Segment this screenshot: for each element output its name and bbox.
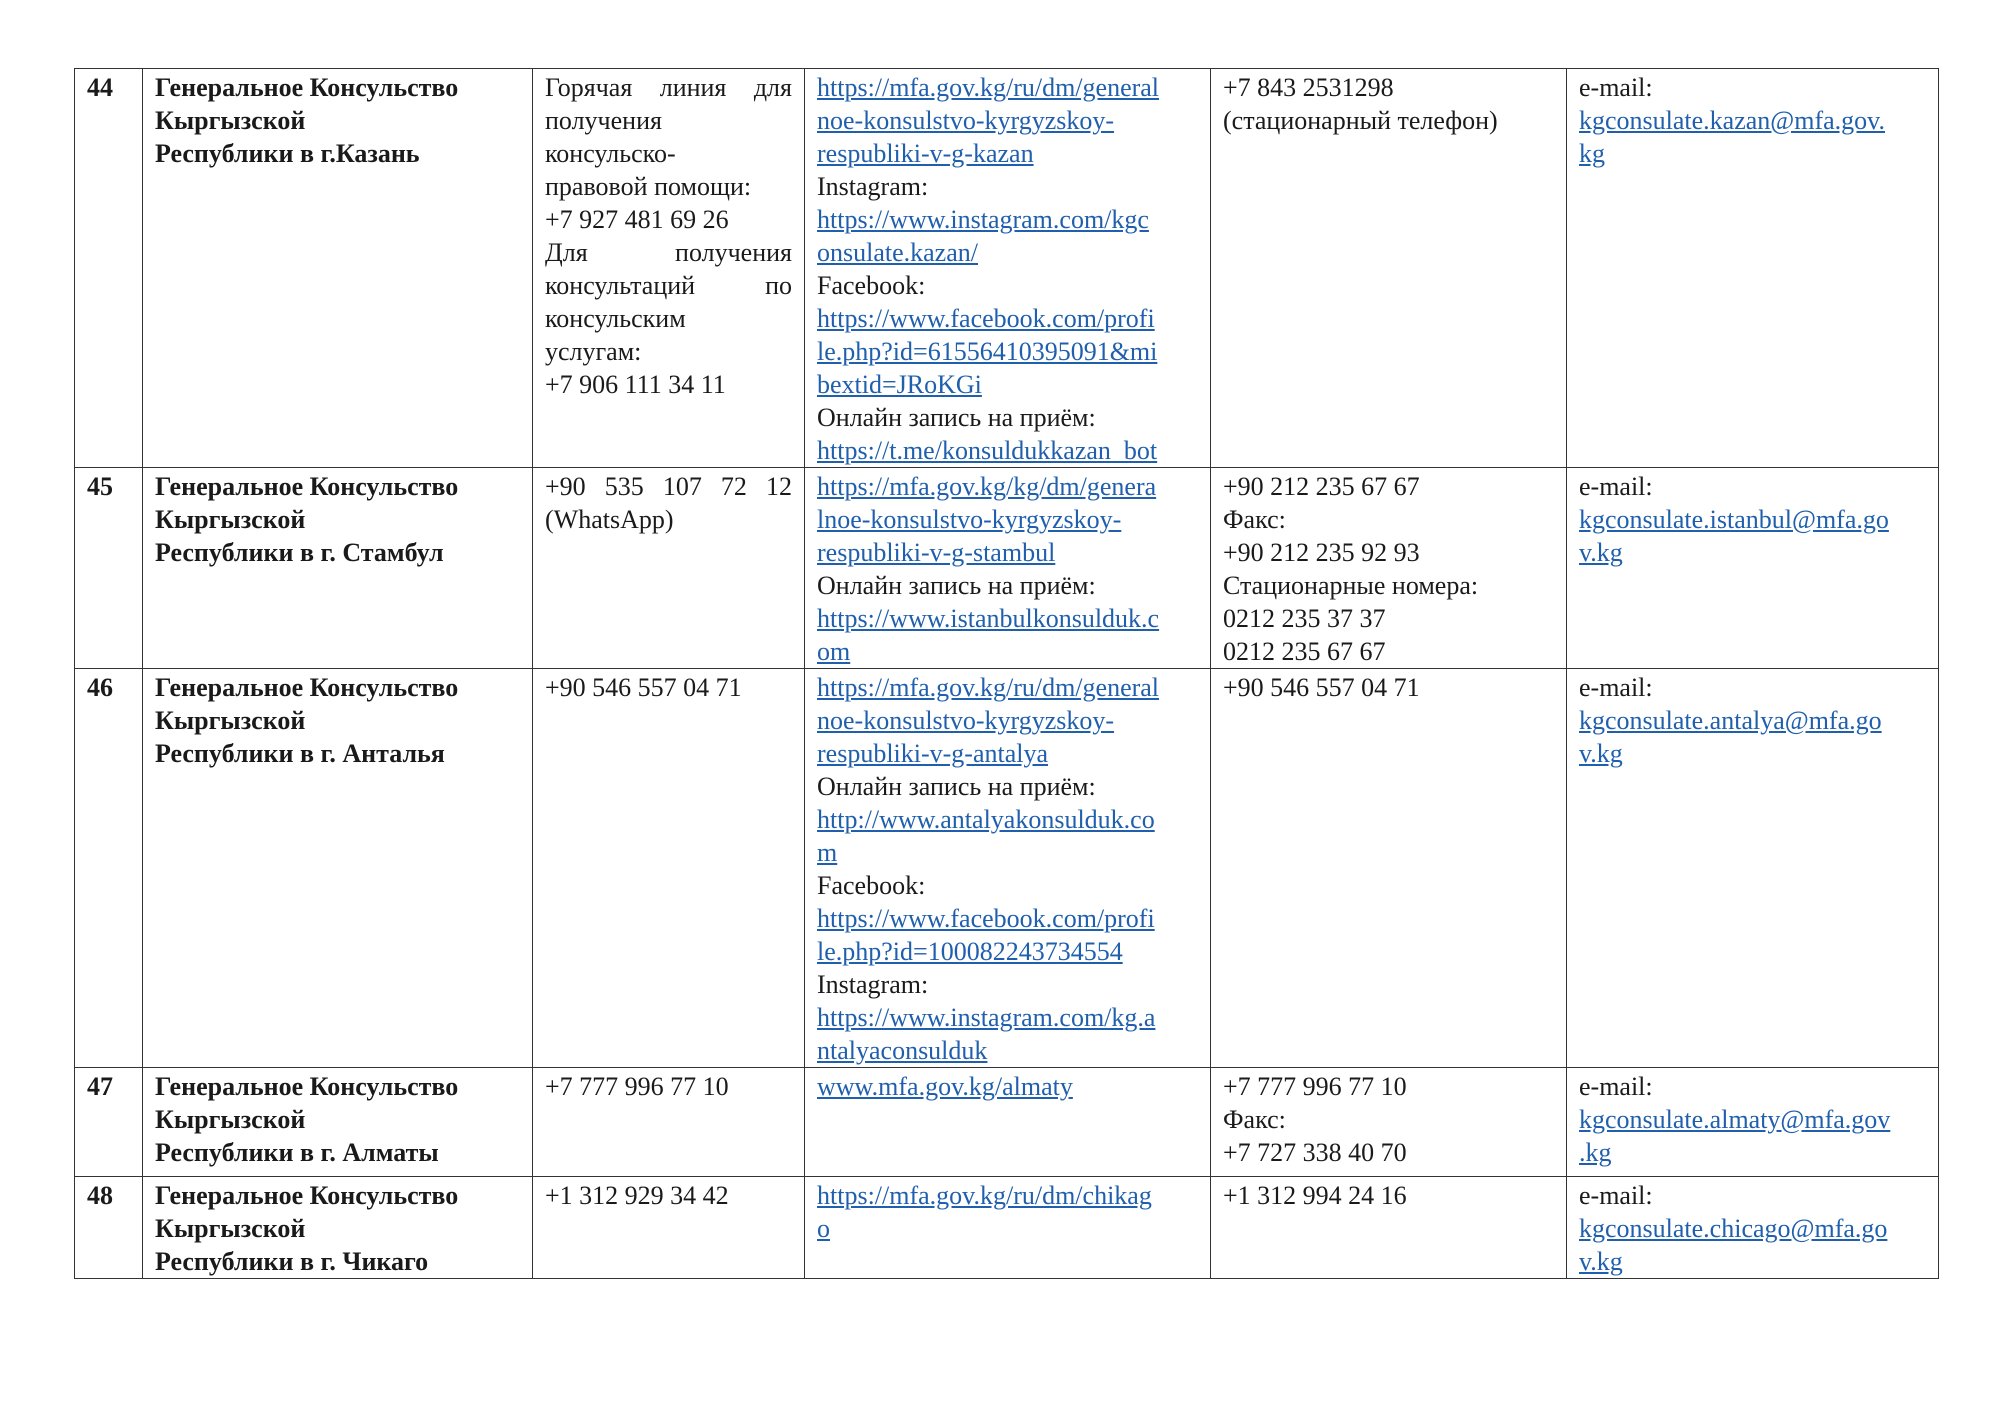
row-number-text: 45 <box>87 472 113 501</box>
website-cell <box>805 468 1211 669</box>
email-link-block <box>1579 1212 1926 1278</box>
web-link[interactable]: https://mfa.gov.kg/ru/dm/chikag <box>817 1181 1152 1210</box>
email-label: e-mail: <box>1579 472 1653 501</box>
consulate-name <box>143 1068 533 1177</box>
phones-cell <box>1211 468 1567 669</box>
consulate-name <box>143 69 533 468</box>
web-link[interactable]: respubliki-v-g-antalya <box>817 739 1049 768</box>
web-link-block <box>817 1179 1198 1245</box>
consulate-name-line: Республики в г. Чикаго <box>155 1247 429 1276</box>
row-number <box>75 69 143 468</box>
email-link-block <box>1579 1103 1926 1169</box>
hotline-cell <box>533 1177 805 1279</box>
hotline-line: +1 312 929 34 42 <box>545 1181 729 1210</box>
hotline-cell <box>533 1068 805 1177</box>
hotline-line: услугам: <box>545 337 642 366</box>
consulate-name-line: Генеральное Консульство <box>155 673 459 702</box>
email-link-block <box>1579 503 1926 569</box>
consulate-name-line: Республики в г.Казань <box>155 139 420 168</box>
email-label: e-mail: <box>1579 1181 1653 1210</box>
hotline-line: +7 777 996 77 10 <box>545 1072 729 1101</box>
consulate-name <box>143 669 533 1068</box>
hotline-line: (WhatsApp) <box>545 505 674 534</box>
web-link[interactable]: https://mfa.gov.kg/kg/dm/genera <box>817 472 1157 501</box>
row-number <box>75 669 143 1068</box>
web-link-block <box>817 71 1198 170</box>
web-link-block <box>817 602 1198 668</box>
phone-line: Стационарные номера: <box>1223 571 1479 600</box>
phone-line: Факс: <box>1223 505 1286 534</box>
web-link-block <box>817 302 1198 401</box>
email-link[interactable]: kgconsulate.almaty@mfa.gov <box>1579 1105 1891 1134</box>
phone-line: +7 727 338 40 70 <box>1223 1138 1407 1167</box>
phones-cell <box>1211 1068 1567 1177</box>
email-cell <box>1567 1068 1939 1177</box>
web-link[interactable]: m <box>817 838 838 867</box>
phone-line: 0212 235 67 67 <box>1223 637 1386 666</box>
consulate-name-line: Кыргызской <box>155 1214 306 1243</box>
row-number-text: 44 <box>87 73 113 102</box>
email-link[interactable]: kgconsulate.chicago@mfa.go <box>1579 1214 1888 1243</box>
web-link[interactable]: respubliki-v-g-kazan <box>817 139 1034 168</box>
table-row <box>75 1068 1939 1177</box>
consulate-name <box>143 468 533 669</box>
table-row <box>75 1177 1939 1279</box>
email-cell <box>1567 468 1939 669</box>
web-link-block <box>817 1070 1198 1103</box>
website-cell <box>805 1177 1211 1279</box>
hotline-line: получения <box>545 106 662 135</box>
hotline-line: Для получения <box>545 238 792 267</box>
web-link[interactable]: https://www.istanbulkonsulduk.c <box>817 604 1160 633</box>
hotline-line: +7 927 481 69 26 <box>545 205 729 234</box>
web-link[interactable]: o <box>817 1214 830 1243</box>
row-number <box>75 1177 143 1279</box>
consulate-name-line: Республики в г. Алматы <box>155 1138 439 1167</box>
table-row <box>75 669 1939 1068</box>
email-link[interactable]: kgconsulate.istanbul@mfa.go <box>1579 505 1889 534</box>
phone-line: +7 777 996 77 10 <box>1223 1072 1407 1101</box>
consulate-name-line: Республики в г. Анталья <box>155 739 445 768</box>
email-cell <box>1567 669 1939 1068</box>
hotline-line: +90 535 107 72 12 <box>545 472 792 501</box>
web-link[interactable]: https://www.facebook.com/profi <box>817 904 1155 933</box>
hotline-cell <box>533 669 805 1068</box>
web-label: Instagram: <box>817 172 929 201</box>
email-cell <box>1567 69 1939 468</box>
row-number-text: 48 <box>87 1181 113 1210</box>
hotline-line: консультаций по <box>545 271 792 300</box>
email-link[interactable]: .kg <box>1579 1138 1612 1167</box>
web-link[interactable]: http://www.antalyakonsulduk.co <box>817 805 1155 834</box>
phone-line: +90 212 235 92 93 <box>1223 538 1420 567</box>
web-link-block <box>817 671 1198 770</box>
email-link[interactable]: v.kg <box>1579 538 1623 567</box>
web-link[interactable]: le.php?id=61556410395091&mi <box>817 337 1158 366</box>
phone-line: Факс: <box>1223 1105 1286 1134</box>
web-label: Facebook: <box>817 271 926 300</box>
web-link[interactable]: onsulate.kazan/ <box>817 238 978 267</box>
phone-line: +7 843 2531298 <box>1223 73 1394 102</box>
email-label: e-mail: <box>1579 673 1653 702</box>
web-link[interactable]: bextid=JRoKGi <box>817 370 982 399</box>
web-link[interactable]: le.php?id=100082243734554 <box>817 937 1123 966</box>
table-row <box>75 69 1939 468</box>
consulate-name-line: Кыргызской <box>155 505 306 534</box>
consulate-name-line: Кыргызской <box>155 706 306 735</box>
email-link-block <box>1579 704 1926 770</box>
web-link[interactable]: om <box>817 637 851 666</box>
email-link[interactable]: v.kg <box>1579 739 1623 768</box>
email-link[interactable]: kgconsulate.kazan@mfa.gov. <box>1579 106 1885 135</box>
hotline-cell <box>533 468 805 669</box>
consulate-name-line: Республики в г. Стамбул <box>155 538 444 567</box>
web-label: Онлайн запись на приём: <box>817 403 1096 432</box>
phones-cell <box>1211 69 1567 468</box>
web-link[interactable]: lnoe-konsulstvo-kyrgyzskoy- <box>817 505 1122 534</box>
web-link[interactable]: ntalyaconsulduk <box>817 1036 988 1065</box>
email-label: e-mail: <box>1579 73 1653 102</box>
email-link-block <box>1579 104 1926 170</box>
email-cell <box>1567 1177 1939 1279</box>
consulate-name-line: Генеральное Консульство <box>155 1181 459 1210</box>
web-link-block <box>817 470 1198 569</box>
web-link-block <box>817 434 1198 467</box>
email-label: e-mail: <box>1579 1072 1653 1101</box>
hotline-line: Горячая линия для <box>545 73 792 102</box>
hotline-line: консульским <box>545 304 686 333</box>
web-link[interactable]: noe-konsulstvo-kyrgyzskoy- <box>817 706 1115 735</box>
hotline-line: правовой помощи: <box>545 172 752 201</box>
email-link[interactable]: kg <box>1579 139 1605 168</box>
web-link[interactable]: respubliki-v-g-stambul <box>817 538 1056 567</box>
web-label: Онлайн запись на приём: <box>817 772 1096 801</box>
row-number-text: 47 <box>87 1072 113 1101</box>
web-link[interactable]: https://www.facebook.com/profi <box>817 304 1155 333</box>
web-link-block <box>817 902 1198 968</box>
web-link-block <box>817 1001 1198 1067</box>
web-label: Facebook: <box>817 871 926 900</box>
consulate-name-line: Генеральное Консульство <box>155 472 459 501</box>
email-link[interactable]: v.kg <box>1579 1247 1623 1276</box>
phone-line: +90 546 557 04 71 <box>1223 673 1420 702</box>
phone-line: (стационарный телефон) <box>1223 106 1498 135</box>
hotline-cell <box>533 69 805 468</box>
consulate-name <box>143 1177 533 1279</box>
web-link[interactable]: noe-konsulstvo-kyrgyzskoy- <box>817 106 1115 135</box>
row-number-text: 46 <box>87 673 113 702</box>
hotline-line: +7 906 111 34 11 <box>545 370 726 399</box>
consulate-name-line: Генеральное Консульство <box>155 73 459 102</box>
web-link-block <box>817 203 1198 269</box>
web-link[interactable]: https://www.instagram.com/kgc <box>817 205 1149 234</box>
phone-line: 0212 235 37 37 <box>1223 604 1386 633</box>
web-link[interactable]: https://www.instagram.com/kg.a <box>817 1003 1156 1032</box>
table-row <box>75 468 1939 669</box>
consulate-name-line: Кыргызской <box>155 1105 306 1134</box>
hotline-line: +90 546 557 04 71 <box>545 673 742 702</box>
web-label: Онлайн запись на приём: <box>817 571 1096 600</box>
consulate-name-line: Кыргызской <box>155 106 306 135</box>
consulates-table <box>74 68 1939 1279</box>
row-number <box>75 1068 143 1177</box>
website-cell <box>805 69 1211 468</box>
phone-line: +90 212 235 67 67 <box>1223 472 1420 501</box>
web-link-block <box>817 803 1198 869</box>
row-number <box>75 468 143 669</box>
web-link[interactable]: https://mfa.gov.kg/ru/dm/general <box>817 673 1160 702</box>
web-label: Instagram: <box>817 970 929 999</box>
email-link[interactable]: kgconsulate.antalya@mfa.go <box>1579 706 1882 735</box>
web-link[interactable]: https://t.me/konsuldukkazan_bot <box>817 436 1158 465</box>
website-cell <box>805 669 1211 1068</box>
hotline-line: консульско- <box>545 139 676 168</box>
website-cell <box>805 1068 1211 1177</box>
phones-cell <box>1211 669 1567 1068</box>
consulate-name-line: Генеральное Консульство <box>155 1072 459 1101</box>
phones-cell <box>1211 1177 1567 1279</box>
web-link[interactable]: www.mfa.gov.kg/almaty <box>817 1072 1073 1101</box>
web-link[interactable]: https://mfa.gov.kg/ru/dm/general <box>817 73 1160 102</box>
phone-line: +1 312 994 24 16 <box>1223 1181 1407 1210</box>
